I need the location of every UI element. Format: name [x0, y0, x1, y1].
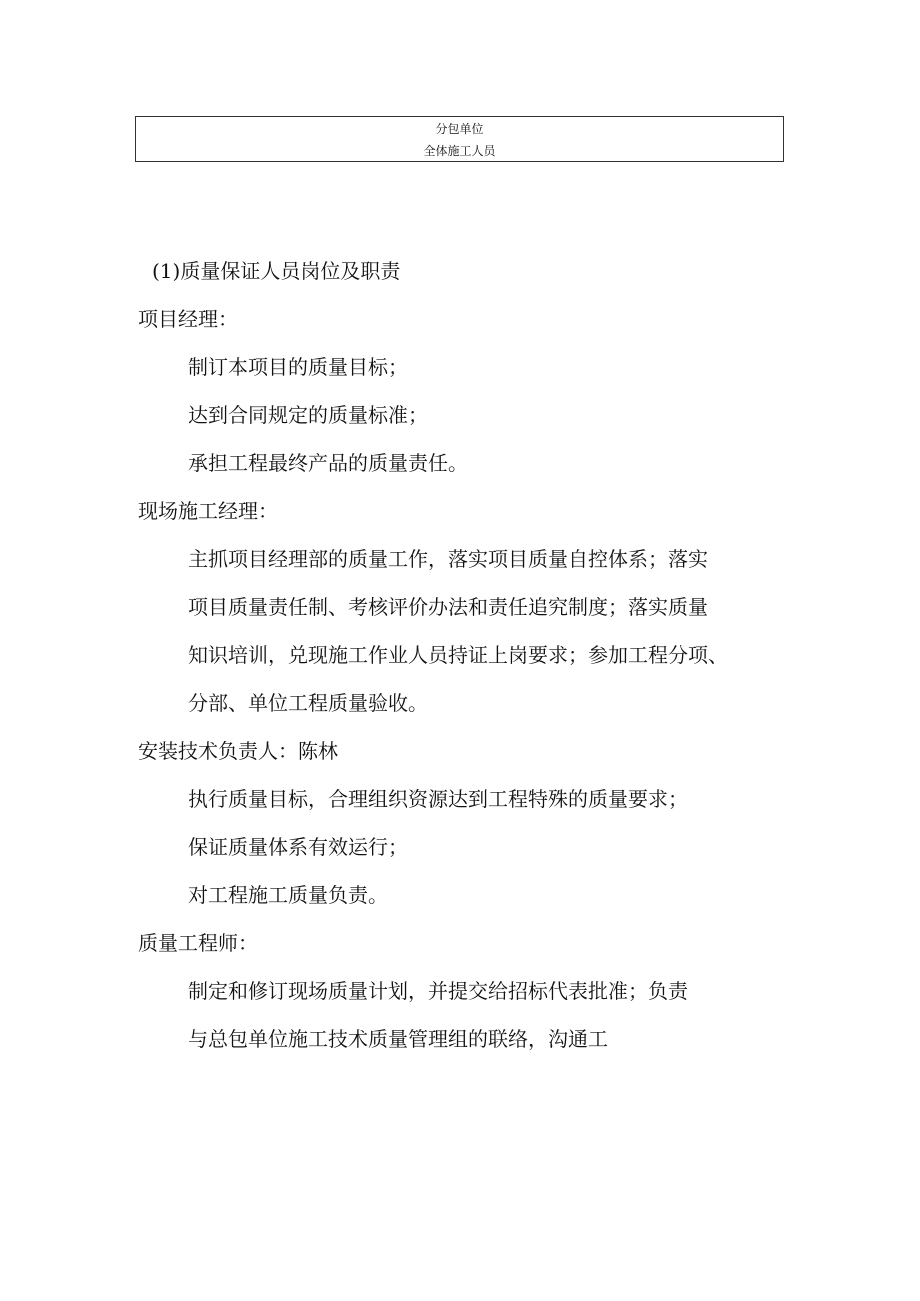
org-chart-box: [135, 116, 784, 162]
role-title-technical-lead: 安装技术负责人：陈林: [138, 739, 338, 763]
paragraph-line: 分部、单位工程质量验收。: [188, 691, 428, 715]
role-title-site-manager: 现场施工经理：: [138, 499, 278, 523]
document-body: [138, 247, 788, 1063]
paragraph-line: 项目质量责任制、考核评价办法和责任追究制度；落实质量: [188, 595, 708, 619]
section-title: (1)质量保证人员岗位及职责: [152, 259, 401, 283]
duty-item: 执行质量目标，合理组织资源达到工程特殊的质量要求；: [188, 787, 688, 811]
role-title-quality-engineer: 质量工程师：: [138, 931, 258, 955]
duty-paragraph: [138, 967, 788, 1063]
duty-item: 对工程施工质量负责。: [188, 883, 388, 907]
paragraph-line: 制定和修订现场质量计划，并提交给招标代表批准；负责: [188, 979, 688, 1003]
paragraph-line: 知识培训，兑现施工作业人员持证上岗要求；参加工程分项、: [188, 643, 728, 667]
duty-item: 达到合同规定的质量标准；: [188, 403, 428, 427]
duty-item: 制订本项目的质量目标；: [188, 355, 408, 379]
paragraph-line: 与总包单位施工技术质量管理组的联络，沟通工: [188, 1027, 608, 1051]
duty-paragraph: [138, 535, 788, 727]
role-title-project-manager: 项目经理：: [138, 307, 238, 331]
org-box-subcontractor: 分包单位: [435, 122, 484, 136]
duty-item: 保证质量体系有效运行；: [188, 835, 408, 859]
paragraph-line: 主抓项目经理部的质量工作，落实项目质量自控体系；落实: [188, 547, 708, 571]
org-box-all-staff: 全体施工人员: [423, 144, 496, 158]
duty-item: 承担工程最终产品的质量责任。: [188, 451, 468, 475]
